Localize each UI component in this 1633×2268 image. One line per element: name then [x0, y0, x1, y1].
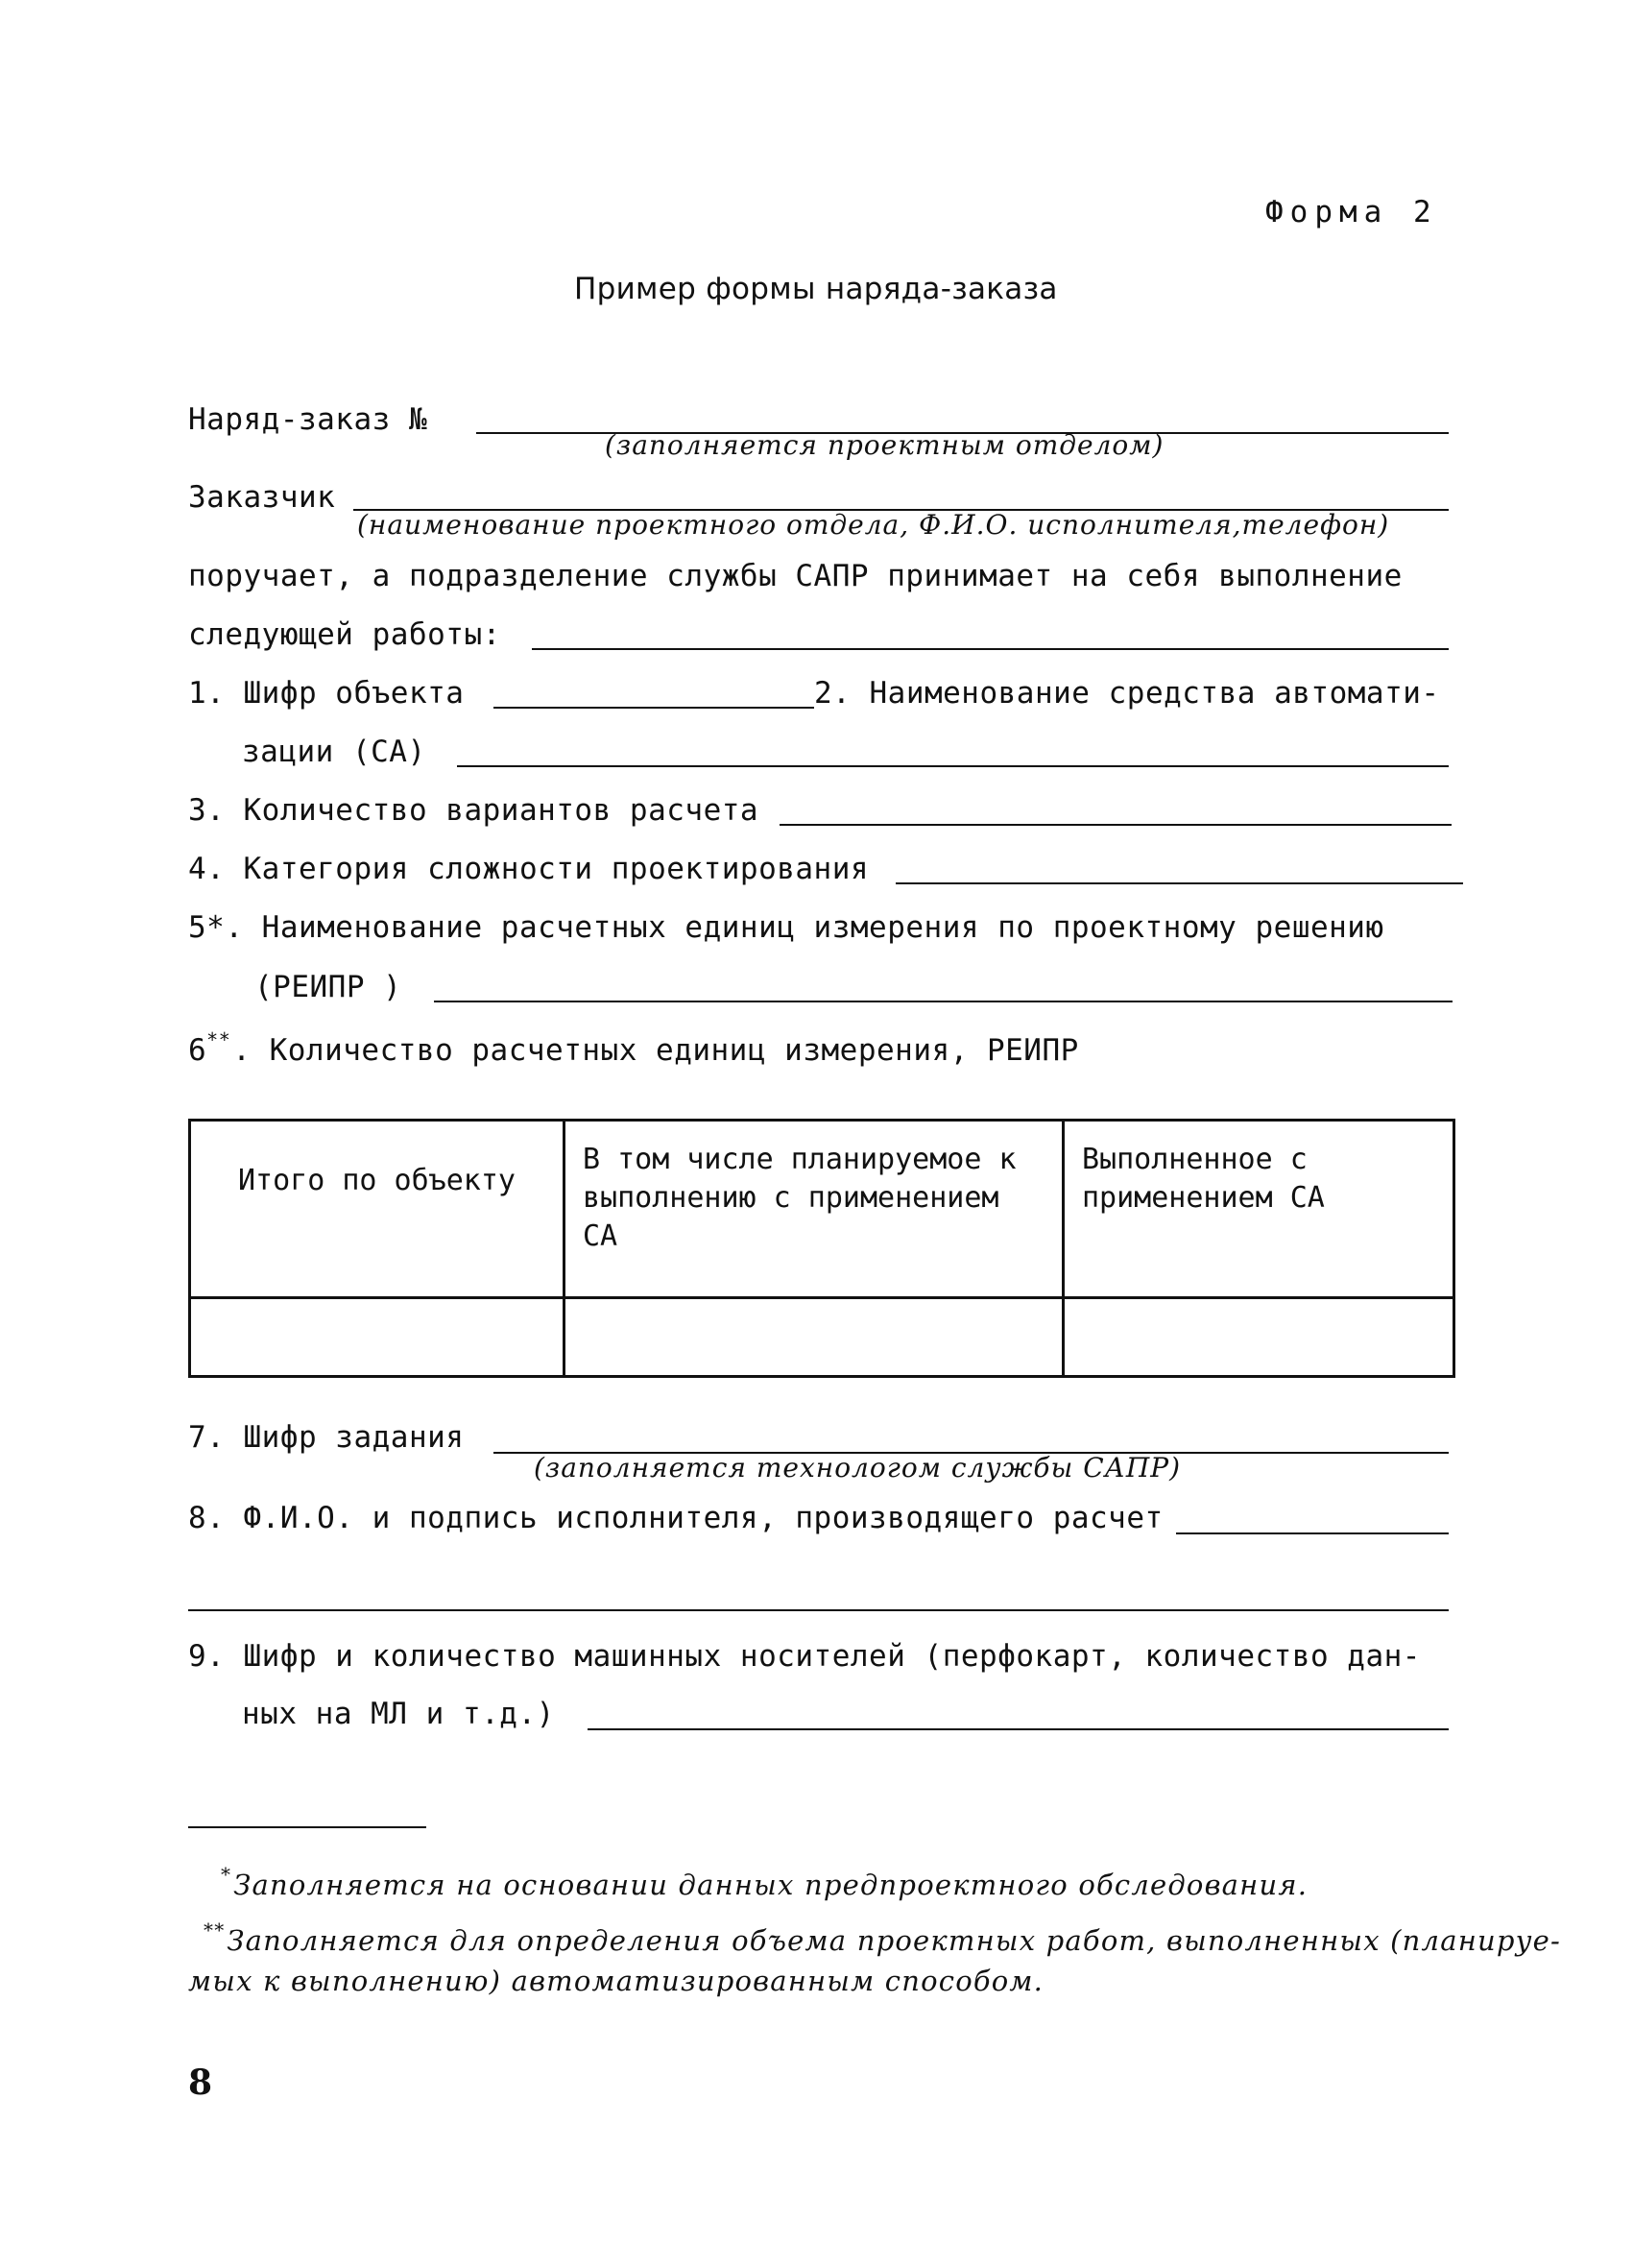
executor-name-field[interactable]	[1176, 1532, 1449, 1534]
object-code-field[interactable]	[493, 707, 814, 709]
table-cell-completed[interactable]	[1064, 1298, 1454, 1377]
item4-label: 4. Категория сложности проектирования	[188, 852, 870, 886]
footnote-1-text: Заполняется на основании данных предпроектного обследования.	[233, 1869, 1309, 1901]
footnote-2-text-1: Заполняется для определения объема проектных работ, выполненных (планируе-	[227, 1924, 1562, 1957]
item2-cont-label: зации (СА)	[242, 735, 426, 769]
reipr-table	[188, 1119, 1455, 1378]
footnote-1-mark: *	[221, 1863, 232, 1886]
table-cell-planned[interactable]	[564, 1298, 1064, 1377]
executor-signature-field[interactable]	[188, 1609, 1449, 1611]
complexity-category-field[interactable]	[896, 882, 1463, 884]
table-cell-total[interactable]	[190, 1298, 564, 1377]
item3-label: 3. Количество вариантов расчета	[188, 793, 759, 828]
item6-number: 6	[188, 1033, 207, 1068]
form-label: Форма 2	[1265, 195, 1438, 229]
footnote-1	[221, 1863, 1308, 1901]
footnote-2-line2: мых к выполнению) автоматизированным способом.	[188, 1965, 1045, 1997]
item1-label: 1. Шифр объекта	[188, 676, 465, 711]
item6-stars: **	[206, 1028, 231, 1051]
media-count-field[interactable]	[588, 1728, 1449, 1730]
reipr-units-field[interactable]	[434, 1001, 1453, 1002]
footnote-2-line1	[204, 1918, 1561, 1957]
item6-text: . Количество расчетных единиц измерения, РЕИПР	[232, 1033, 1079, 1068]
assigns-text: поручает, а подразделение службы САПР принимает на себя выполнение	[188, 559, 1403, 593]
order-no-label: Наряд-заказ №	[188, 402, 428, 437]
item6-label	[188, 1028, 1079, 1068]
next-work-field[interactable]	[532, 648, 1449, 650]
item8-label: 8. Ф.И.О. и подпись исполнителя, производящего расчет	[188, 1501, 1164, 1535]
item5-label: 5*. Наименование расчетных единиц измерения по проектному решению	[188, 910, 1384, 945]
item9-cont-label: ных на МЛ и т.д.)	[242, 1697, 555, 1731]
table-header-completed: Выполненное с применением СА	[1064, 1121, 1454, 1298]
footnote-divider	[188, 1826, 426, 1828]
table-header-total: Итого по объекту	[190, 1121, 564, 1298]
item2-label: 2. Наименование средства автомати-	[814, 676, 1440, 711]
item9-label: 9. Шифр и количество машинных носителей (перфокарт, количество дан-	[188, 1639, 1421, 1674]
customer-label: Заказчик	[188, 480, 336, 515]
table-row	[190, 1298, 1454, 1377]
variants-count-field[interactable]	[780, 824, 1452, 826]
order-no-note: (заполняется проектным отделом)	[605, 429, 1165, 461]
item7-note: (заполняется технологом службы САПР)	[534, 1452, 1182, 1484]
item7-label: 7. Шифр задания	[188, 1420, 465, 1455]
footnote-2-mark: **	[204, 1918, 226, 1942]
customer-note: (наименование проектного отдела, Ф.И.О. исполнителя,телефон)	[357, 509, 1390, 541]
item5-cont-label: (РЕИПР )	[254, 970, 402, 1004]
table-header-row	[190, 1121, 1454, 1298]
automation-tool-field[interactable]	[457, 765, 1449, 767]
table-header-planned: В том числе планируемое к выполнению с применением СА	[564, 1121, 1064, 1298]
page-number: 8	[188, 2063, 213, 2103]
next-work-label: следующей работы:	[188, 617, 501, 652]
page-title: Пример формы наряда-заказа	[574, 272, 1058, 306]
